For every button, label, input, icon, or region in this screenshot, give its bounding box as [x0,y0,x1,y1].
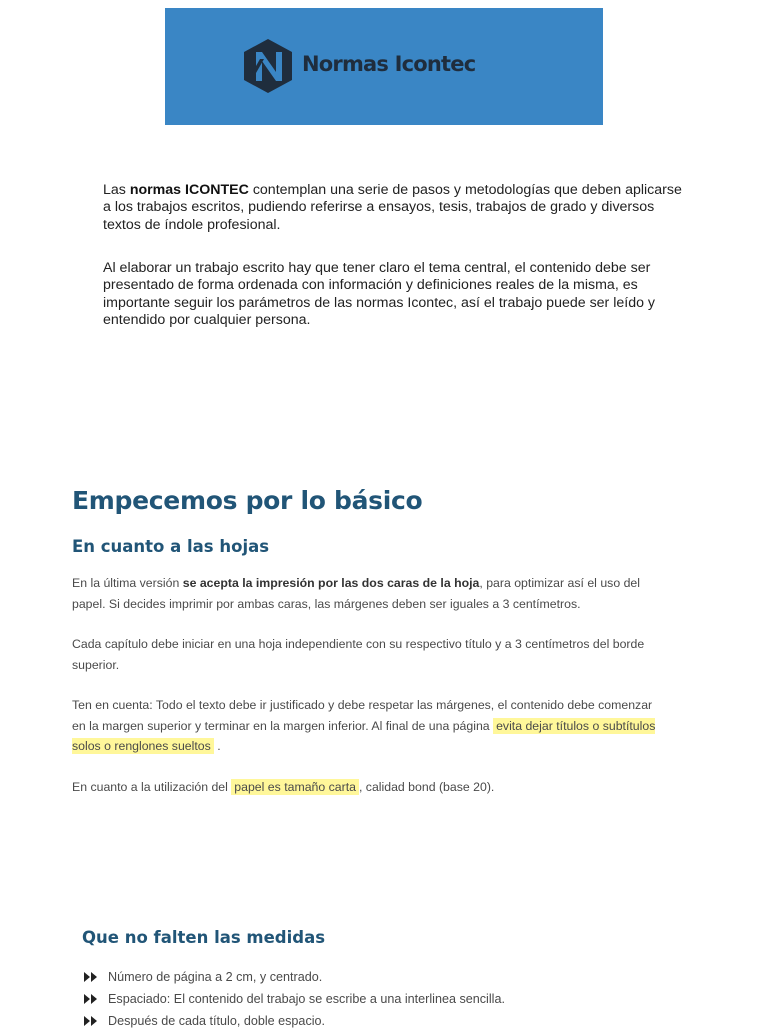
bold-phrase: se acepta la impresión por las dos caras de la hoja [182,576,480,590]
paragraph-paper: En cuanto a la utilización del papel es tamaño carta , calidad bond (base 20). [72,780,495,794]
bold-term: normas ICONTEC [129,182,249,198]
n-hexagon-logo-icon [240,37,296,95]
measures-list [84,966,505,1032]
double-arrow-right-icon [84,994,98,1004]
list-item: Espaciado: El contenido del trabajo se escribe a una interlinea sencilla. [84,988,505,1010]
paragraph-double-sided: En la última versión se acepta la impresión por las dos caras de la hoja, para optimizar así el uso del papel. Si decides imprimir por ambas caras, las márgenes deben ser iguales a 3 centímetros. [72,576,640,611]
measures-title: Que no falten las medidas [82,928,326,947]
list-item: Número de página a 2 cm, y centrado. [84,966,505,988]
logo-text: Normas Icontec [302,52,476,76]
highlighted-phrase: papel es tamaño carta [231,779,359,795]
intro-paragraph-2: Al elaborar un trabajo escrito hay que tener claro el tema central, el contenido debe ser presentado de forma ordenada con información y definiciones reales de la misma, es importante seguir los parámetros de las normas Icontec, así el trabajo puede ser leído y entendido por cualquier persona. [103,260,656,328]
section-title: Empecemos por lo básico [72,486,423,515]
subsection-title: En cuanto a las hojas [72,537,270,556]
paragraph-chapters: Cada capítulo debe iniciar en una hoja independiente con su respectivo título y a 3 centímetros del borde superior. [72,637,645,672]
highlighted-phrase: evita dejar títulos o subtítulos solos o renglones sueltos [72,718,656,753]
list-item: Después de cada título, doble espacio. [84,1010,505,1032]
paragraph-justification: Ten en cuenta: Todo el texto debe ir justificado y debe respetar las márgenes, el contenido debe comenzar en la margen superior y terminar en la margen inferior. Al final de una página evita dejar títulos o subtítulos solos o renglones sueltos . [72,698,656,753]
intro-paragraph-1: Las normas ICONTEC contemplan una serie de pasos y metodologías que deben aplicarse a los trabajos escritos, pudiendo referirse a ensayos, tesis, trabajos de grado y diversos textos de índole profesional. [103,182,682,233]
double-arrow-right-icon [84,1016,98,1026]
double-arrow-right-icon [84,972,98,982]
